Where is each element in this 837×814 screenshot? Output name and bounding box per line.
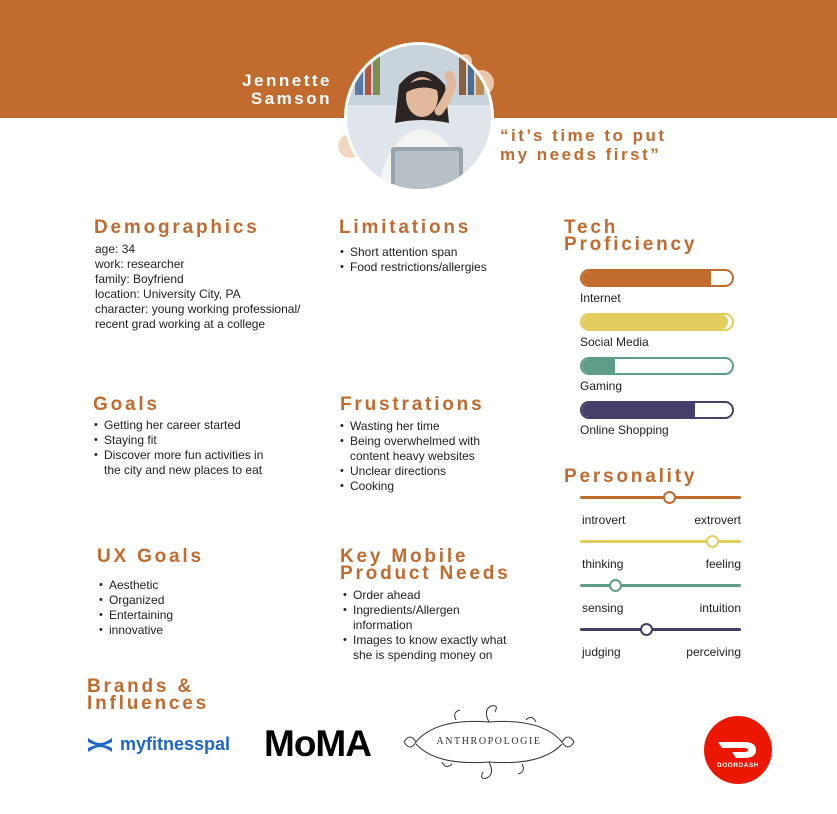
myfitnesspal-logo	[86, 734, 230, 755]
moma-logo: MoMA	[264, 723, 371, 764]
proficiency-bar-fill	[582, 271, 711, 285]
heading-line: Product Needs	[340, 563, 511, 584]
persona-quote	[500, 126, 667, 164]
personality-slider-knob	[706, 535, 719, 548]
proficiency-bar	[580, 313, 734, 331]
list-item: • Short attention span	[340, 245, 487, 260]
heading-line: Tech	[564, 217, 619, 238]
personality-slider-track	[580, 496, 741, 499]
list-item: • Cooking	[340, 479, 480, 494]
proficiency-label: Gaming	[580, 379, 623, 393]
list-item: • Wasting her time	[340, 419, 480, 434]
personality-trait-left: thinking	[582, 557, 624, 571]
under-armour-icon	[86, 737, 114, 753]
list-item: content heavy websites	[350, 449, 475, 463]
personality-trait-right: feeling	[705, 557, 741, 571]
persona-last-name: Samson	[250, 89, 332, 108]
heading-line: Influences	[87, 693, 209, 714]
proficiency-bar	[580, 269, 734, 287]
heading-line: Brands &	[87, 676, 194, 697]
list-item: information	[353, 618, 413, 632]
demographic-character: character: young working professional/	[95, 302, 301, 316]
brands-heading	[87, 678, 209, 712]
list-item: • Unclear directions	[340, 464, 480, 479]
heading-line: Key Mobile	[340, 546, 469, 567]
demographic-location: location: University City, PA	[95, 287, 241, 301]
avatar	[344, 42, 494, 192]
ux-goals-heading: UX Goals	[97, 546, 204, 567]
ux-goals-list	[99, 578, 173, 638]
anthropologie-wordmark: ANTHROPOLOGIE	[436, 736, 542, 747]
proficiency-bar	[580, 357, 734, 375]
doordash-wordmark: DOORDASH	[717, 762, 759, 769]
list-item: • Ingredients/Allergen	[343, 603, 506, 618]
list-item: • Getting her career started	[94, 418, 263, 433]
list-item: • Images to know exactly what	[343, 633, 506, 648]
personality-trait-left: introvert	[582, 513, 626, 527]
proficiency-bar-fill	[582, 359, 615, 373]
personality-slider-knob	[663, 491, 676, 504]
persona-first-name: Jennette	[242, 71, 332, 90]
list-item: she is spending money on	[353, 648, 493, 662]
personality-slider-track	[580, 628, 741, 631]
limitations-list	[340, 245, 487, 275]
proficiency-bar-fill	[582, 403, 695, 417]
list-item: • Aesthetic	[99, 578, 173, 593]
list-item: • innovative	[99, 623, 173, 638]
heading-line: Proficiency	[564, 234, 698, 255]
doordash-dash-icon	[704, 716, 772, 784]
demographic-character-cont: recent grad working at a college	[95, 317, 266, 331]
list-item: • Discover more fun activities in	[94, 448, 263, 463]
quote-line: “it’s time to put	[500, 126, 667, 145]
demographics-heading: Demographics	[94, 217, 260, 238]
limitations-heading: Limitations	[339, 217, 472, 238]
personality-slider-track	[580, 540, 741, 543]
anthropologie-logo	[396, 700, 582, 782]
woman-at-laptop-illustration	[347, 45, 494, 192]
personality-slider-track	[580, 584, 741, 587]
doordash-logo	[704, 716, 772, 784]
demographic-family: family: Boyfriend	[95, 272, 184, 286]
proficiency-label: Social Media	[580, 335, 649, 349]
personality-trait-right: extrovert	[694, 513, 741, 527]
tech-proficiency-heading	[564, 219, 697, 253]
personality-trait-right: perceiving	[686, 645, 741, 659]
demographic-age: age: 34	[95, 242, 136, 256]
list-item: the city and new places to eat	[104, 463, 263, 477]
persona-name	[200, 72, 332, 108]
mobile-needs-heading	[340, 548, 511, 582]
proficiency-label: Online Shopping	[580, 423, 669, 437]
personality-trait-left: judging	[582, 645, 621, 659]
list-item: • Order ahead	[343, 588, 506, 603]
proficiency-bar-fill	[582, 315, 728, 329]
personality-trait-left: sensing	[582, 601, 624, 615]
list-item: • Staying fit	[94, 433, 263, 448]
personality-heading: Personality	[564, 466, 698, 487]
list-item: • Organized	[99, 593, 173, 608]
personality-slider-knob	[640, 623, 653, 636]
demographic-work: work: researcher	[95, 257, 185, 271]
list-item: • Food restrictions/allergies	[340, 260, 487, 275]
mobile-needs-list	[343, 588, 506, 663]
goals-heading: Goals	[93, 394, 160, 415]
demographics-list	[95, 242, 300, 332]
personality-trait-right: intuition	[699, 601, 741, 615]
list-item: • Being overwhelmed with	[340, 434, 480, 449]
frustrations-heading: Frustrations	[340, 394, 485, 415]
proficiency-bar	[580, 401, 734, 419]
frustrations-list	[340, 419, 480, 494]
quote-line: my needs first”	[500, 145, 662, 164]
proficiency-label: Internet	[580, 291, 621, 305]
persona-photo	[340, 42, 495, 197]
personality-slider-knob	[609, 579, 622, 592]
list-item: • Entertaining	[99, 608, 173, 623]
myfitnesspal-wordmark: myfitnesspal	[120, 734, 231, 754]
goals-list	[94, 418, 263, 478]
